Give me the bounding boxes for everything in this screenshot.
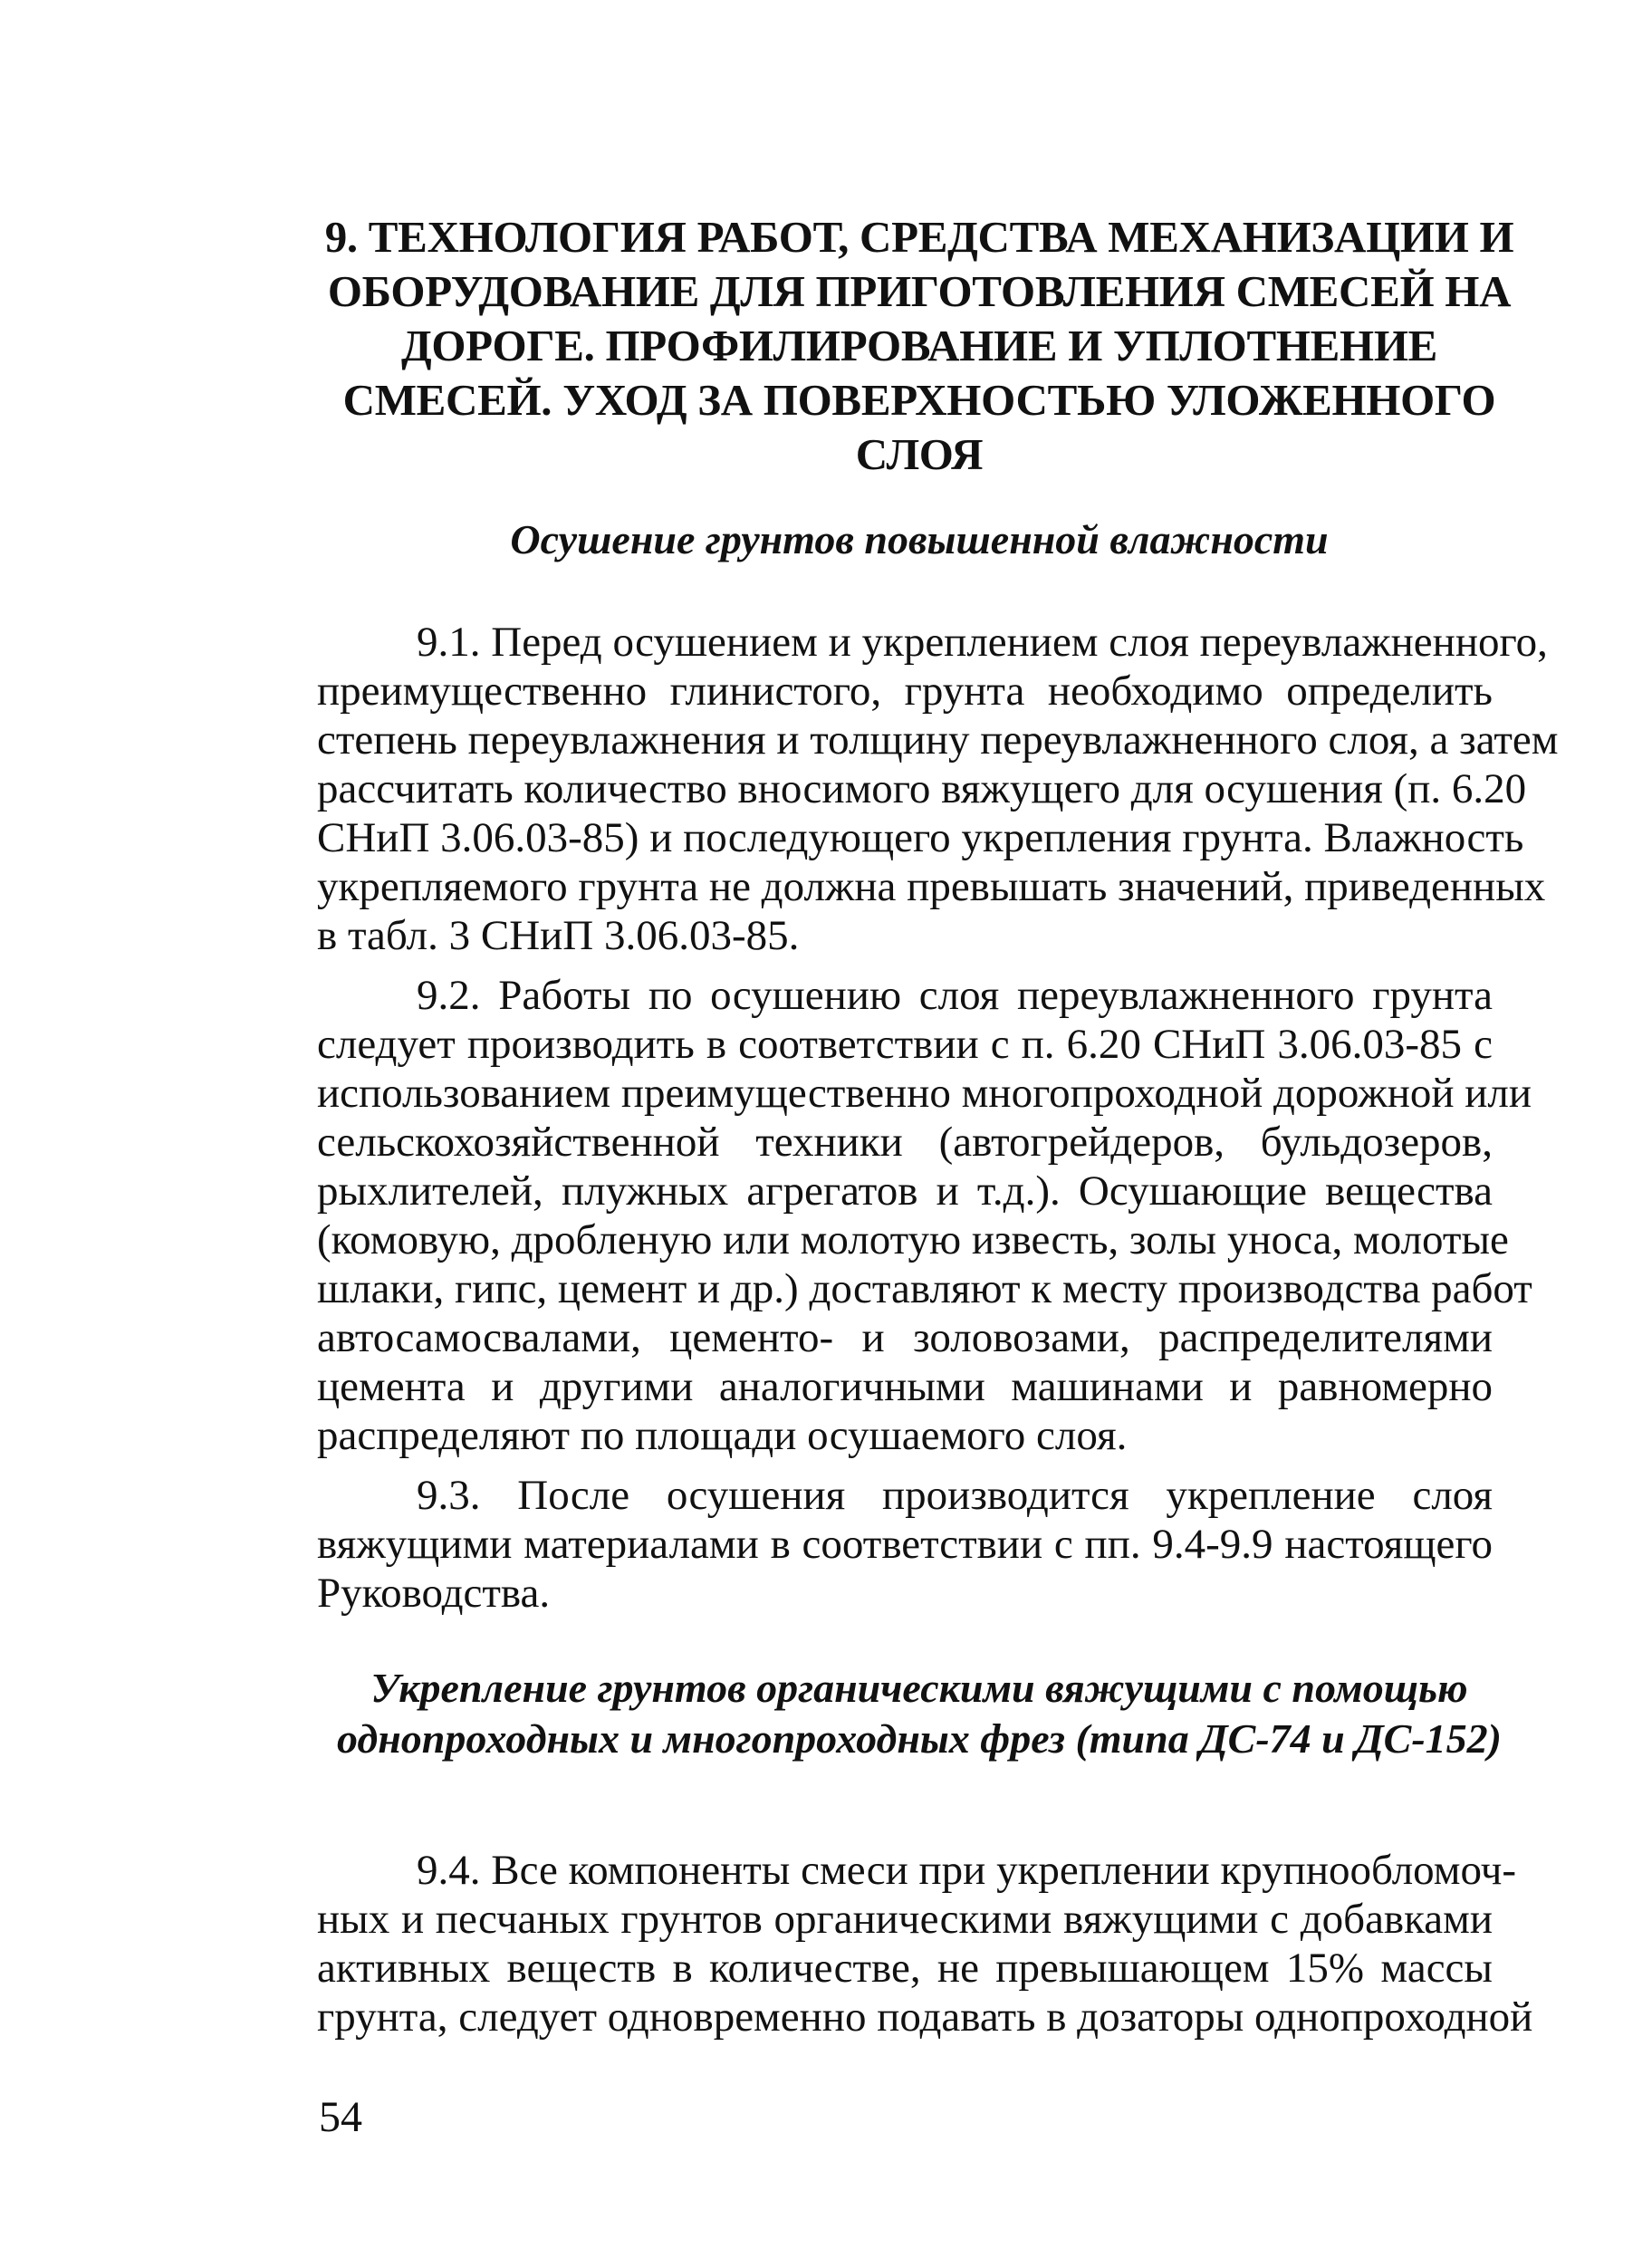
section-title-line: ДОРОГЕ. ПРОФИЛИРОВАНИЕ И УПЛОТНЕНИЕ — [400, 321, 1438, 370]
paragraph-line: вяжущими материалами в соответствии с пп. 9.4-9.9 настоящего — [317, 1521, 1493, 1568]
paragraph-line: распределяют по площади осушаемого слоя. — [317, 1412, 1128, 1459]
page-number: 54 — [319, 2093, 362, 2141]
paragraph-line: СНиП 3.06.03-85) и последующего укрепления грунта. Влажность — [317, 814, 1524, 861]
paragraph-line: следует производить в соответствии с п. 6.20 СНиП 3.06.03-85 с — [317, 1021, 1493, 1068]
subheading-line: однопроходных и многопроходных фрез (типа ДС-74 и ДС-152) — [337, 1715, 1502, 1762]
section-title-line: 9. ТЕХНОЛОГИЯ РАБОТ, СРЕДСТВА МЕХАНИЗАЦИИ И — [324, 212, 1514, 262]
paragraph-line: рыхлителей, плужных агрегатов и т.д.). Осушающие вещества — [317, 1167, 1493, 1215]
paragraph-line: грунта, следует одновременно подавать в дозаторы однопроходной — [317, 1993, 1533, 2041]
subheading-line: Осушение грунтов повышенной влажности — [510, 516, 1329, 562]
paragraph-line: укрепляемого грунта не должна превышать значений, приведенных — [317, 863, 1546, 910]
paragraph-9-4 — [317, 1846, 1533, 2041]
paragraph-line: активных веществ в количестве, не превышающем 15% массы — [317, 1945, 1493, 1992]
paragraph-line: 9.2. Работы по осушению слоя переувлажненного грунта — [417, 972, 1493, 1019]
subheading-organic-binders — [312, 1663, 1526, 1764]
section-title-line: ОБОРУДОВАНИЕ ДЛЯ ПРИГОТОВЛЕНИЯ СМЕСЕЙ НА — [327, 266, 1512, 316]
paragraph-line: Руководства. — [317, 1570, 551, 1617]
paragraph-line: рассчитать количество вносимого вяжущего для осушения (п. 6.20 — [317, 765, 1527, 812]
paragraph-line: (комовую, дробленую или молотую известь, золы уноса, молотые — [317, 1216, 1509, 1263]
paragraph-line: цемента и другими аналогичными машинами и равномерно — [317, 1363, 1493, 1410]
paragraph-line: в табл. 3 СНиП 3.06.03-85. — [317, 912, 800, 959]
paragraph-line: степень переувлажнения и толщину переувлажненного слоя, а затем — [317, 716, 1559, 764]
paragraph-9-3 — [317, 1471, 1493, 1618]
section-title-line: СЛОЯ — [855, 429, 984, 479]
paragraph-line: шлаки, гипс, цемент и др.) доставляют к месту производства работ — [317, 1265, 1532, 1312]
paragraph-line: 9.4. Все компоненты смеси при укреплении крупнообломоч- — [417, 1847, 1517, 1894]
paragraph-9-2 — [317, 971, 1532, 1460]
paragraph-line: 9.1. Перед осушением и укреплением слоя переувлажненного, — [417, 619, 1548, 666]
paragraph-line: 9.3. После осушения производится укрепление слоя — [417, 1472, 1493, 1519]
paragraph-line: автосамосвалами, цементо- и золовозами, распределителями — [317, 1314, 1493, 1361]
subheading-line: Укрепление грунтов органическими вяжущими с помощью — [370, 1665, 1468, 1711]
subheading-drying — [317, 514, 1522, 565]
paragraph-line: использованием преимущественно многопроходной дорожной или — [317, 1070, 1532, 1117]
section-title — [317, 210, 1522, 482]
paragraph-line: преимущественно глинистого, грунта необходимо определить — [317, 668, 1493, 715]
paragraph-line: ных и песчаных грунтов органическими вяжущими с добавками — [317, 1896, 1493, 1943]
paragraph-9-1 — [317, 618, 1559, 960]
section-title-line: СМЕСЕЙ. УХОД ЗА ПОВЕРХНОСТЬЮ УЛОЖЕННОГО — [342, 375, 1496, 425]
paragraph-line: сельскохозяйственной техники (автогрейдеров, бульдозеров, — [317, 1119, 1493, 1166]
